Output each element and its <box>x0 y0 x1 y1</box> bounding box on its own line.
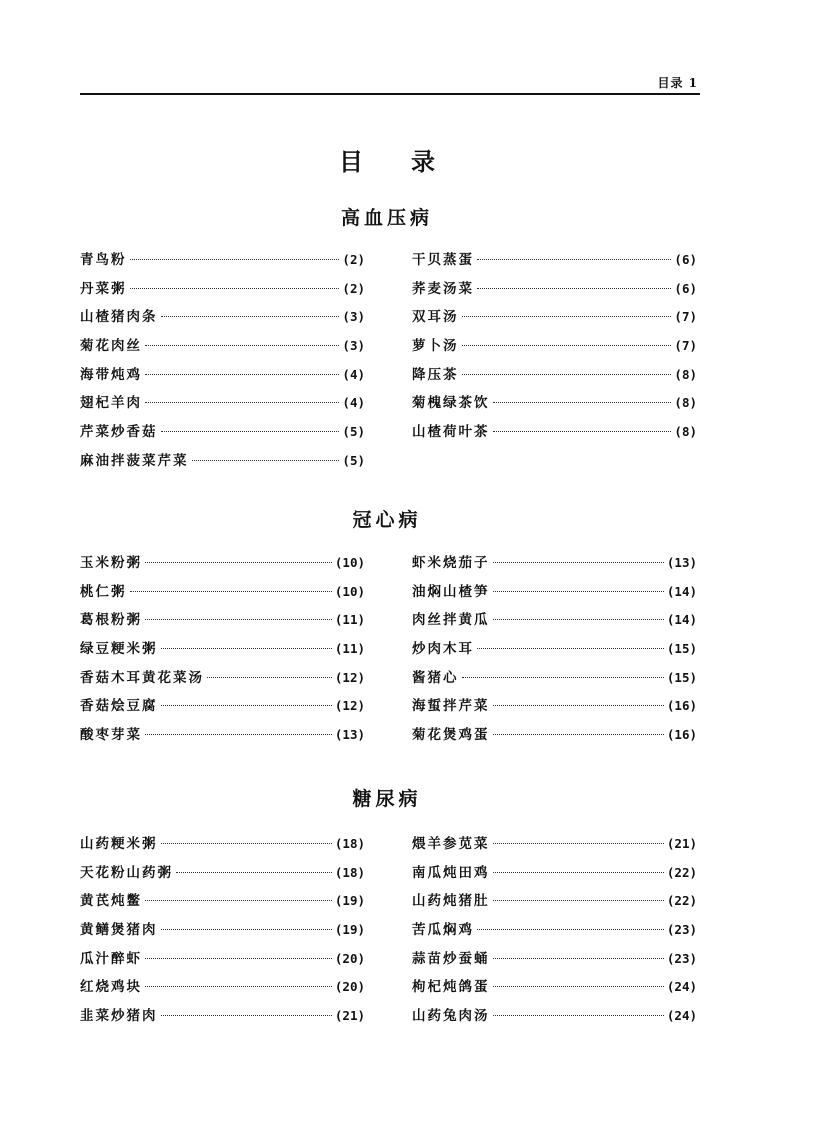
toc-entry-title: 荞麦汤菜 <box>412 280 474 297</box>
leader-dots <box>130 591 332 592</box>
running-header: 目录 1 <box>657 76 698 90</box>
toc-entry-page: (21) <box>666 836 697 851</box>
toc-entry-title: 虾米烧茄子 <box>412 555 490 571</box>
toc-entry-title: 菊花肉丝 <box>80 338 142 355</box>
toc-entry-page: (10) <box>334 555 365 570</box>
toc-entry-title: 麻油拌菠菜芹菜 <box>80 452 189 469</box>
toc-entry[interactable] <box>80 449 365 478</box>
toc-entry-title: 油焖山楂笋 <box>412 583 490 600</box>
toc-entry[interactable] <box>412 551 697 580</box>
toc-entry-page: (3) <box>342 338 365 354</box>
toc-entry-title: 香菇烩豆腐 <box>80 698 158 715</box>
toc-entry-page: (13) <box>666 555 697 570</box>
toc-entry-page: (13) <box>334 727 365 743</box>
toc-entry-page: (19) <box>334 893 365 909</box>
toc-entry-page: (22) <box>666 864 697 880</box>
toc-entry[interactable] <box>412 334 697 363</box>
toc-entry-page: (4) <box>342 395 365 411</box>
leader-dots <box>161 843 332 844</box>
toc-entry-title: 香菇木耳黄花菜汤 <box>80 669 204 686</box>
toc-entry-page: (14) <box>666 583 697 599</box>
leader-dots <box>493 958 664 959</box>
toc-entry-title: 山药兔肉汤 <box>412 1008 490 1025</box>
toc-entry-title: 萝卜汤 <box>412 338 459 355</box>
toc-entry-title: 降压茶 <box>412 366 459 383</box>
toc-entry[interactable] <box>412 666 697 695</box>
toc-entry-title: 炒肉木耳 <box>412 641 474 658</box>
toc-entry-title: 酸枣芽菜 <box>80 727 142 744</box>
toc-entry-page: (6) <box>674 280 697 296</box>
toc-entry[interactable] <box>80 694 365 723</box>
toc-entry-title: 蒜苗炒蚕蛹 <box>412 950 490 967</box>
toc-entry-title: 海蜇拌芹菜 <box>412 698 490 715</box>
leader-dots <box>477 288 671 289</box>
toc-entry[interactable] <box>412 248 697 277</box>
toc-entry-page: (5) <box>342 424 365 440</box>
toc-entry[interactable] <box>80 420 365 449</box>
toc-entry[interactable] <box>412 861 697 890</box>
toc-entry-page: (21) <box>334 1008 365 1024</box>
toc-column-right <box>412 551 697 752</box>
leader-dots <box>145 402 339 403</box>
toc-entry-page: (8) <box>674 366 697 382</box>
section-title-coronary: 冠心病 <box>352 509 422 531</box>
toc-entry-page: (10) <box>334 583 365 599</box>
toc-entry-page: (5) <box>342 452 365 468</box>
leader-dots <box>145 374 339 375</box>
toc-entry[interactable] <box>80 305 365 334</box>
leader-dots <box>192 460 340 461</box>
leader-dots <box>493 705 664 706</box>
toc-entry-title: 黄鳝煲猪肉 <box>80 922 158 939</box>
toc-entry-page: (14) <box>666 612 697 628</box>
toc-entry-page: (16) <box>666 698 697 714</box>
toc-entry-title: 苦瓜焖鸡 <box>412 922 474 939</box>
toc-column-right <box>412 832 697 1033</box>
leader-dots <box>493 562 664 563</box>
toc-entry-page: (11) <box>334 612 365 628</box>
toc-entry[interactable] <box>412 694 697 723</box>
toc-entry[interactable] <box>80 947 365 976</box>
toc-entry[interactable] <box>412 391 697 420</box>
leader-dots <box>462 374 672 375</box>
leader-dots <box>493 843 664 844</box>
toc-entry-title: 黄芪炖鳖 <box>80 893 142 910</box>
leader-dots <box>462 316 672 317</box>
toc-entry[interactable] <box>412 947 697 976</box>
toc-entry-title: 丹菜粥 <box>80 280 127 297</box>
toc-column-right <box>412 248 697 449</box>
toc-entry-page: (12) <box>334 698 365 714</box>
leader-dots <box>145 345 339 346</box>
toc-entry-page: (23) <box>666 922 697 938</box>
section-title-hypertension: 高血压病 <box>340 207 433 229</box>
leader-dots <box>493 1015 664 1016</box>
toc-entry[interactable] <box>80 334 365 363</box>
toc-entry-title: 天花粉山药粥 <box>80 864 173 881</box>
toc-entry[interactable] <box>412 277 697 306</box>
toc-entry-page: (4) <box>342 366 365 382</box>
toc-entry-title: 菊槐绿茶饮 <box>412 395 490 412</box>
toc-entry-title: 南瓜炖田鸡 <box>412 864 490 881</box>
toc-entry-page: (3) <box>342 309 365 325</box>
leader-dots <box>477 259 671 260</box>
toc-entry[interactable] <box>412 608 697 637</box>
toc-entry-title: 韭菜炒猪肉 <box>80 1008 158 1025</box>
toc-entry[interactable] <box>80 248 365 277</box>
toc-entry[interactable] <box>412 420 697 449</box>
leader-dots <box>462 345 672 346</box>
toc-entry[interactable] <box>412 363 697 392</box>
toc-entry-title: 绿豆粳米粥 <box>80 641 158 658</box>
toc-entry-page: (18) <box>334 864 365 880</box>
page-title: 目录 <box>339 147 483 176</box>
toc-entry-title: 芹菜炒香菇 <box>80 424 158 441</box>
toc-entry-title: 玉米粉粥 <box>80 555 142 571</box>
toc-entry[interactable] <box>412 637 697 666</box>
header-rule <box>80 93 700 95</box>
leader-dots <box>161 316 340 317</box>
leader-dots <box>493 402 672 403</box>
toc-entry-title: 干贝蒸蛋 <box>412 252 474 268</box>
toc-entry[interactable] <box>80 277 365 306</box>
leader-dots <box>145 958 332 959</box>
leader-dots <box>130 288 340 289</box>
leader-dots <box>493 591 664 592</box>
toc-entry[interactable] <box>80 889 365 918</box>
toc-entry-page: (19) <box>334 922 365 938</box>
toc-column-left <box>80 832 365 1033</box>
toc-entry[interactable] <box>80 1004 365 1033</box>
toc-entry[interactable] <box>80 551 365 580</box>
toc-entry-page: (12) <box>334 669 365 685</box>
toc-entry[interactable] <box>412 723 697 752</box>
leader-dots <box>493 734 664 735</box>
leader-dots <box>145 562 332 563</box>
toc-entry-page: (24) <box>666 979 697 995</box>
leader-dots <box>145 734 332 735</box>
toc-entry-title: 山药粳米粥 <box>80 836 158 852</box>
toc-entry-title: 肉丝拌黄瓜 <box>412 612 490 629</box>
leader-dots <box>207 677 332 678</box>
toc-entry[interactable] <box>412 305 697 334</box>
toc-entry[interactable] <box>80 975 365 1004</box>
toc-entry-title: 红烧鸡块 <box>80 979 142 996</box>
leader-dots <box>493 986 664 987</box>
toc-entry-page: (16) <box>666 727 697 743</box>
toc-entry-page: (8) <box>674 424 697 440</box>
toc-entry-title: 葛根粉粥 <box>80 612 142 629</box>
section-title-diabetes: 糖尿病 <box>352 788 422 810</box>
leader-dots <box>161 1015 332 1016</box>
toc-entry-title: 煨羊参苋菜 <box>412 836 490 852</box>
toc-entry-page: (20) <box>334 979 365 995</box>
toc-entry-page: (24) <box>666 1008 697 1024</box>
toc-column-left <box>80 551 365 752</box>
toc-entry-title: 桃仁粥 <box>80 583 127 600</box>
toc-entry[interactable] <box>80 723 365 752</box>
leader-dots <box>145 986 332 987</box>
toc-entry-title: 枸杞炖鸽蛋 <box>412 979 490 996</box>
leader-dots <box>462 677 664 678</box>
toc-entry-page: (6) <box>674 252 697 267</box>
toc-entry-title: 青鸟粉 <box>80 252 127 268</box>
toc-entry[interactable] <box>80 391 365 420</box>
toc-entry[interactable] <box>80 918 365 947</box>
leader-dots <box>145 619 332 620</box>
toc-entry[interactable] <box>80 666 365 695</box>
toc-entry-page: (18) <box>334 836 365 851</box>
toc-entry[interactable] <box>412 918 697 947</box>
toc-entry-page: (2) <box>342 280 365 296</box>
leader-dots <box>161 929 332 930</box>
toc-entry[interactable] <box>80 363 365 392</box>
toc-entry-page: (22) <box>666 893 697 909</box>
leader-dots <box>493 619 664 620</box>
toc-entry-title: 山楂荷叶茶 <box>412 424 490 441</box>
leader-dots <box>176 872 332 873</box>
toc-entry-page: (8) <box>674 395 697 411</box>
toc-entry-title: 酱猪心 <box>412 669 459 686</box>
leader-dots <box>493 431 672 432</box>
toc-entry[interactable] <box>80 832 365 861</box>
toc-entry[interactable] <box>80 580 365 609</box>
toc-entry-page: (7) <box>674 309 697 325</box>
leader-dots <box>477 929 664 930</box>
leader-dots <box>493 872 664 873</box>
toc-entry[interactable] <box>412 1004 697 1033</box>
toc-entry-title: 双耳汤 <box>412 309 459 326</box>
toc-entry-title: 海带炖鸡 <box>80 366 142 383</box>
leader-dots <box>493 900 664 901</box>
toc-entry[interactable] <box>80 637 365 666</box>
leader-dots <box>477 648 664 649</box>
leader-dots <box>145 900 332 901</box>
toc-entry-page: (15) <box>666 669 697 685</box>
toc-entry[interactable] <box>412 580 697 609</box>
toc-column-left <box>80 248 365 478</box>
leader-dots <box>130 259 340 260</box>
toc-entry-title: 瓜汁醉虾 <box>80 950 142 967</box>
leader-dots <box>161 431 340 432</box>
toc-entry[interactable] <box>412 975 697 1004</box>
toc-entry-title: 菊花煲鸡蛋 <box>412 727 490 744</box>
leader-dots <box>161 648 332 649</box>
leader-dots <box>161 705 332 706</box>
toc-entry[interactable] <box>412 832 697 861</box>
toc-entry-page: (15) <box>666 641 697 657</box>
toc-entry[interactable] <box>412 889 697 918</box>
toc-entry[interactable] <box>80 608 365 637</box>
toc-entry-title: 山楂猪肉条 <box>80 309 158 326</box>
toc-entry-page: (20) <box>334 950 365 966</box>
toc-entry-page: (7) <box>674 338 697 354</box>
toc-entry-title: 山药炖猪肚 <box>412 893 490 910</box>
toc-entry-page: (2) <box>342 252 365 267</box>
toc-entry-page: (11) <box>334 641 365 657</box>
toc-entry[interactable] <box>80 861 365 890</box>
toc-entry-title: 翅杞羊肉 <box>80 395 142 412</box>
toc-entry-page: (23) <box>666 950 697 966</box>
